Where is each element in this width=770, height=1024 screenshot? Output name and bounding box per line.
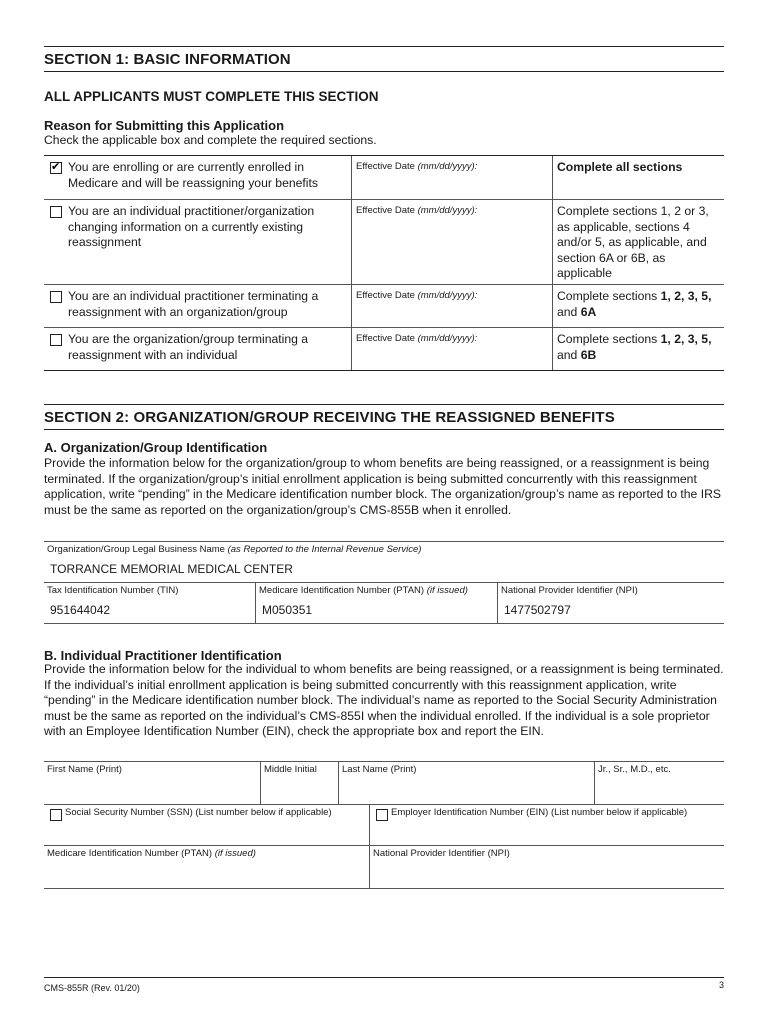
individual-ptan-field[interactable] bbox=[44, 846, 370, 888]
ptan-label: Medicare Identification Number (PTAN) bbox=[259, 585, 425, 596]
part-a-title: A. Organization/Group Identification bbox=[44, 440, 268, 455]
reason-checkbox-terminating-individual[interactable] bbox=[50, 291, 62, 303]
ein-label: Employer Identification Number (EIN) (List number below if applicable) bbox=[391, 807, 688, 818]
reason-table bbox=[44, 155, 724, 371]
effective-date-field[interactable] bbox=[352, 285, 553, 327]
individual-npi-label: National Provider Identifier (NPI) bbox=[373, 848, 510, 859]
footer-divider bbox=[44, 977, 724, 978]
part-b-description: Provide the information below for the individual to whom benefits are being reassigned, or a reassignment is being terminated. If the individual’s initial enrollment application is being submitted concurrently with this reassignment application, write “pending” in the Medicare identification number block. The individual’s name as reported to the Social Security Administration must be the same as reported on the individual’s CMS-855I when the individual enrolled. If the individual is a sole proprietor with an Employee Identification Number (EIN), check the appropriate box and report the EIN. bbox=[44, 662, 724, 739]
ptan-field[interactable] bbox=[256, 583, 498, 623]
effective-date-label: Effective Date bbox=[356, 290, 415, 301]
reason-row bbox=[44, 156, 724, 200]
individual-ptan-label: Medicare Identification Number (PTAN) bbox=[47, 848, 213, 859]
org-identification-table bbox=[44, 541, 724, 624]
reason-checkbox-changing[interactable] bbox=[50, 206, 62, 218]
middle-initial-field[interactable] bbox=[261, 762, 339, 804]
ptan-value: M050351 bbox=[262, 603, 313, 617]
reason-text: You are enrolling or are currently enrolled in Medicare and will be reassigning your benefits bbox=[68, 160, 318, 190]
legal-name-label: Organization/Group Legal Business Name bbox=[47, 544, 225, 555]
tin-field[interactable] bbox=[44, 583, 256, 623]
tin-label: Tax Identification Number (TIN) bbox=[47, 585, 179, 596]
page-number: 3 bbox=[718, 980, 724, 990]
form-identifier: CMS-855R (Rev. 01/20) bbox=[44, 983, 140, 993]
effective-date-field[interactable] bbox=[352, 328, 553, 370]
effective-date-field[interactable] bbox=[352, 156, 553, 199]
part-a-description: Provide the information below for the organization/group to whom benefits are being reassigned, or a reassignment is being terminated. If the organization/group’s initial enrollment application is being submitted concurrently with this reassignment application, write “pending” in the Medicare identification number block. The organization/group’s name as reported to the IRS must be the same as reported on the organization/group’s CMS-855B when it enrolled. bbox=[44, 456, 722, 517]
ptan-note: (if issued) bbox=[426, 585, 468, 596]
reason-title: Reason for Submitting this Application bbox=[44, 118, 285, 133]
effective-date-label: Effective Date bbox=[356, 333, 415, 344]
middle-initial-label: Middle Initial bbox=[264, 764, 317, 775]
ssn-label: Social Security Number (SSN) (List number below if applicable) bbox=[65, 807, 332, 818]
reason-row bbox=[44, 285, 724, 328]
sections-required: Complete sections 1, 2 or 3, as applicable, sections 4 and/or 5, as applicable, and section 6A or 6B, as applicable bbox=[557, 204, 709, 281]
part-b-title: B. Individual Practitioner Identification bbox=[44, 648, 282, 663]
section-1-header: SECTION 1: BASIC INFORMATION bbox=[44, 46, 724, 72]
first-name-label: First Name (Print) bbox=[47, 764, 122, 775]
effective-date-label: Effective Date bbox=[356, 161, 415, 172]
sections-required: Complete all sections bbox=[557, 160, 683, 174]
npi-label: National Provider Identifier (NPI) bbox=[501, 585, 638, 596]
legal-name-note: (as Reported to the Internal Revenue Service) bbox=[227, 544, 422, 555]
suffix-label: Jr., Sr., M.D., etc. bbox=[598, 764, 671, 775]
ein-field[interactable] bbox=[370, 805, 724, 845]
reason-row bbox=[44, 200, 724, 285]
first-name-field[interactable] bbox=[44, 762, 261, 804]
section-2-header: SECTION 2: ORGANIZATION/GROUP RECEIVING THE REASSIGNED BENEFITS bbox=[44, 404, 724, 430]
ssn-checkbox[interactable] bbox=[50, 809, 62, 821]
last-name-label: Last Name (Print) bbox=[342, 764, 417, 775]
ein-checkbox[interactable] bbox=[376, 809, 388, 821]
legal-name-value: TORRANCE MEMORIAL MEDICAL CENTER bbox=[50, 562, 293, 576]
reason-text: You are an individual practitioner terminating a reassignment with an organization/group bbox=[68, 289, 319, 319]
effective-date-field[interactable] bbox=[352, 200, 553, 284]
date-format: (mm/dd/yyyy): bbox=[417, 290, 478, 301]
individual-npi-field[interactable] bbox=[370, 846, 724, 888]
ssn-field[interactable] bbox=[44, 805, 370, 845]
effective-date-label: Effective Date bbox=[356, 205, 415, 216]
individual-identification-table bbox=[44, 761, 724, 889]
npi-field[interactable] bbox=[498, 583, 724, 623]
date-format: (mm/dd/yyyy): bbox=[417, 161, 478, 172]
reason-text: You are an individual practitioner/organization changing information on a currently existing reassignment bbox=[68, 204, 315, 250]
sections-required: Complete sections 1, 2, 3, 5, and 6A bbox=[557, 289, 712, 319]
tin-value: 951644042 bbox=[50, 603, 111, 617]
individual-ptan-note: (if issued) bbox=[214, 848, 256, 859]
date-format: (mm/dd/yyyy): bbox=[417, 205, 478, 216]
suffix-field[interactable] bbox=[595, 762, 724, 804]
reason-checkbox-enrolling[interactable] bbox=[50, 162, 62, 174]
reason-text: You are the organization/group terminating a reassignment with an individual bbox=[68, 332, 309, 362]
last-name-field[interactable] bbox=[339, 762, 595, 804]
reason-instructions: Check the applicable box and complete the required sections. bbox=[44, 133, 377, 147]
all-applicants-heading: ALL APPLICANTS MUST COMPLETE THIS SECTION bbox=[44, 89, 379, 104]
legal-business-name-field[interactable] bbox=[44, 542, 724, 582]
npi-value: 1477502797 bbox=[504, 603, 571, 617]
date-format: (mm/dd/yyyy): bbox=[417, 333, 478, 344]
reason-row bbox=[44, 328, 724, 370]
reason-checkbox-terminating-org[interactable] bbox=[50, 334, 62, 346]
sections-required: Complete sections 1, 2, 3, 5, and 6B bbox=[557, 332, 712, 362]
